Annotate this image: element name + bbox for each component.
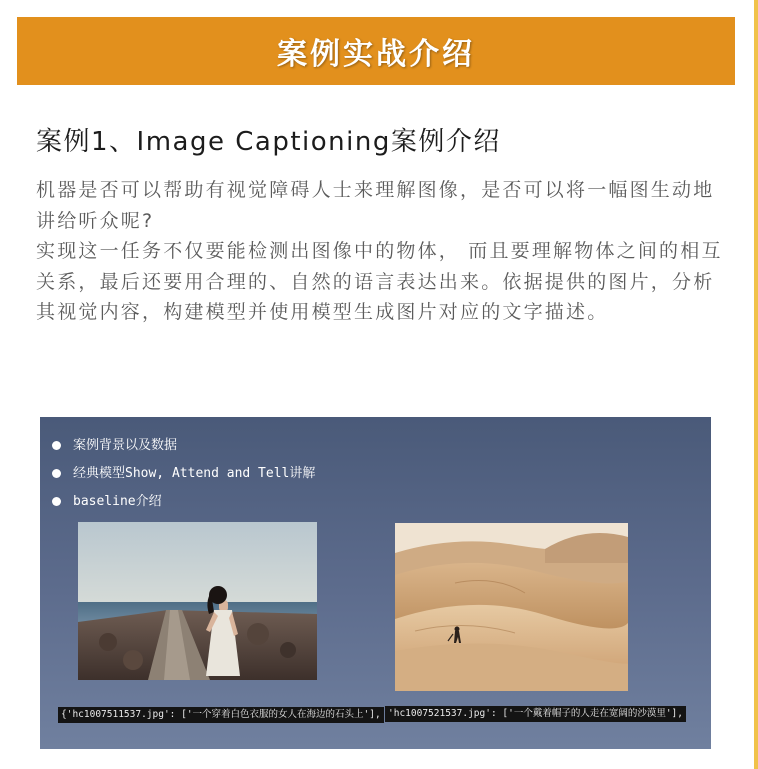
woman-on-jetty-photo — [78, 522, 317, 680]
bullet-text: baseline介绍 — [73, 494, 162, 509]
bullet-dot-icon — [52, 469, 61, 478]
bullet-item — [50, 491, 315, 519]
caption-sample-1: {'hc1007511537.jpg': ['一个穿着白色衣服的女人在海边的石头上'], — [58, 707, 384, 723]
bullet-text: 案例背景以及数据 — [73, 438, 178, 453]
case-heading: 案例1、Image Captioning案例介绍 — [36, 127, 501, 157]
description-paragraph: 机器是否可以帮助有视觉障碍人士来理解图像，是否可以将一幅图生动地讲给听众呢? — [36, 179, 715, 232]
case-description — [36, 175, 726, 328]
bullet-dot-icon — [52, 441, 61, 450]
bullet-item — [50, 435, 315, 463]
page-edge-accent — [754, 0, 758, 769]
bullet-text: 经典模型Show, Attend and Tell讲解 — [73, 466, 316, 481]
caption-sample-2: 'hc1007521537.jpg': ['一个戴着帽子的人走在宽阔的沙漠里'], — [385, 706, 686, 722]
slide-bullet-list — [50, 435, 315, 519]
slide-screenshot — [40, 417, 711, 749]
bullet-dot-icon — [52, 497, 61, 506]
desert-dunes-photo — [395, 523, 628, 691]
bullet-item — [50, 463, 315, 491]
section-banner — [17, 17, 735, 85]
banner-title: 案例实战介绍 — [277, 37, 475, 72]
description-paragraph: 实现这一任务不仅要能检测出图像中的物体， 而且要理解物体之间的相互关系，最后还要用合理的、自然的语言表达出来。依据提供的图片，分析其视觉内容，构建模型并使用模型生成图片对应的文字描述。 — [36, 240, 723, 323]
